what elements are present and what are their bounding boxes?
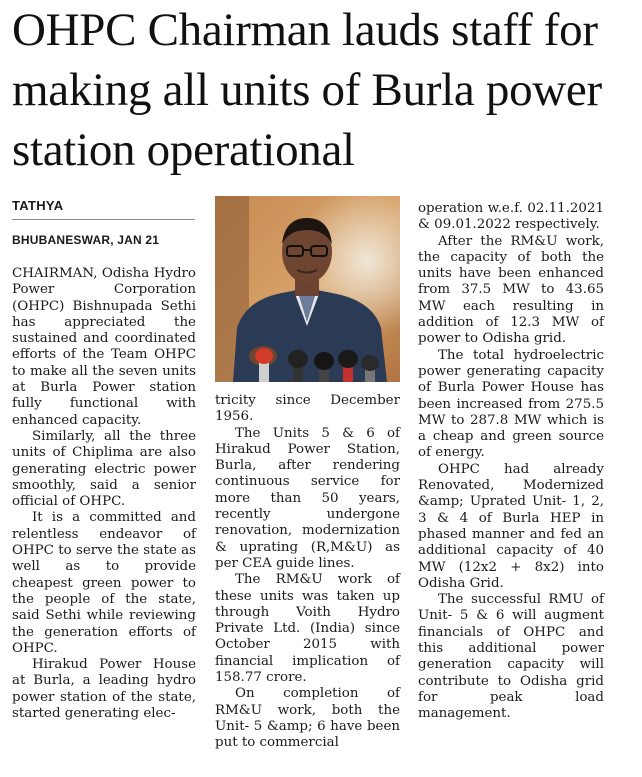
byline-divider — [12, 219, 195, 220]
paragraph: On completion of RM&U work, both the Unit- 5 &amp; 6 have been put to commercial — [215, 686, 400, 751]
article-photo — [215, 196, 400, 382]
paragraph: OHPC had already Renovated, Modernized &amp; Uprated Unit- 1, 2, 3 & 4 of Burla HEP in phased manner and fed an additional capacity of 40 MW (12x2 + 8x2) into Odisha Grid. — [418, 461, 604, 591]
paragraph: operation w.e.f. 02.11.2021 & 09.01.2022 respectively. — [418, 201, 604, 233]
paragraph: It is a committed and relentless endeavor of OHPC to serve the state as well as to provide cheapest green power to the people of the state, said Sethi while reviewing the generation efforts of OHPC. — [12, 510, 196, 656]
paragraph: After the RM&U work, the capacity of both the units have been enhanced from 37.5 MW to 43.65 MW each resulting in addition of 12.3 MW of power to Odisha grid. — [418, 233, 604, 347]
man-speaking-at-microphones-photo-icon — [215, 196, 400, 382]
paragraph: tricity since December 1956. — [215, 393, 400, 425]
paragraph: The RM&U work of these units was taken up through Voith Hydro Private Ltd. (India) since October 2015 with financial implication of 158.77 crore. — [215, 572, 400, 686]
paragraph: The successful RMU of Unit- 5 & 6 will augment financials of OHPC and this additional power generation capacity will contribute to Odisha grid for peak load management. — [418, 592, 604, 722]
paragraph: CHAIRMAN, Odisha Hydro Power Corporation (OHPC) Bishnupada Sethi has appreciated the sustained and coordinated efforts of the Team OHPC to make all the seven units at Burla Power station fully functional with enhanced capacity. — [12, 266, 196, 428]
paragraph: The Units 5 & 6 of Hirakud Power Station, Burla, after rendering continuous service for more than 50 years, recently undergone renovation, modernization & uprating (R,M&U) as per CEA guide lines. — [215, 425, 400, 571]
byline: TATHYA — [12, 198, 64, 213]
paragraph: The total hydroelectric power generating capacity of Burla Power House has been increased from 275.5 MW to 287.8 MW which is a cheap and green source of energy. — [418, 347, 604, 461]
article-column-2 — [215, 393, 400, 752]
paragraph: Similarly, all the three units of Chiplima are also generating electric power smoothly, said a senior official of OHPC. — [12, 428, 196, 510]
article-column-1 — [12, 266, 196, 722]
dateline: BHUBANESWAR, JAN 21 — [12, 233, 160, 247]
article-column-3 — [418, 201, 604, 723]
paragraph: Hirakud Power House at Burla, a leading hydro power station of the state, started generating elec- — [12, 657, 196, 722]
headline: OHPC Chairman lauds staff for making all units of Burla power station operational — [12, 4, 602, 176]
